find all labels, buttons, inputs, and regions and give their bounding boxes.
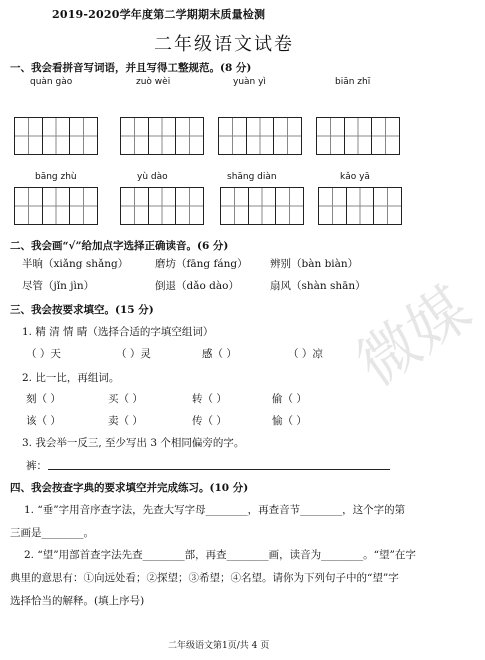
reading-choice[interactable]: 尽管（jǐn jìn） <box>22 280 95 292</box>
writing-grid[interactable] <box>316 117 400 155</box>
pinyin-label: yù dào <box>137 172 168 182</box>
reading-choice[interactable]: 扇风（shàn shān） <box>270 280 366 292</box>
writing-grid[interactable] <box>318 187 402 225</box>
question-text: 1. 精 清 情 睛（选择合适的字填空组词） <box>22 326 214 338</box>
writing-grid[interactable] <box>14 187 98 225</box>
pinyin-label: zuò wèi <box>136 77 171 87</box>
fill-blank[interactable]: 转（ ） <box>192 393 227 405</box>
question-text: 三画是________。 <box>10 527 94 539</box>
pinyin-label: bāng zhù <box>35 172 77 182</box>
fill-blank[interactable]: 传（ ） <box>192 415 227 427</box>
answer-label: 裤： <box>26 460 47 472</box>
question-text: 1. “垂”字用音序查字法，先查大写字母________，再查音节________，这个字的第 <box>24 504 406 516</box>
fill-blank[interactable]: 该（ ） <box>26 415 61 427</box>
pinyin-label: shāng diàn <box>227 172 277 182</box>
reading-choice[interactable]: 倒退（dǎo dào） <box>155 280 239 292</box>
fill-blank[interactable]: 卖（ ） <box>108 415 143 427</box>
question-text: 2. 比一比，再组词。 <box>22 372 120 384</box>
section2-heading: 二、我会画“√”给加点字选择正确读音。(6 分) <box>10 240 229 252</box>
fill-blank[interactable]: 买（ ） <box>108 393 143 405</box>
page-footer: 二年级语文第1页/共 4 页 <box>168 641 270 651</box>
fill-blank[interactable]: 刻（ ） <box>26 393 61 405</box>
fill-blank[interactable]: （ ）天 <box>26 348 61 360</box>
section1-heading: 一、我会看拼音写词语，并且写得工整规范。(8 分) <box>10 62 252 74</box>
answer-line[interactable] <box>48 469 390 470</box>
reading-choice[interactable]: 辨别（bàn biàn） <box>270 258 359 270</box>
pinyin-label: kǎo yā <box>340 172 370 182</box>
pinyin-label: yuàn yì <box>233 77 266 87</box>
question-text: 选择恰当的解释。(填上序号) <box>10 595 145 607</box>
page-title: 二年级语文试卷 <box>154 34 294 55</box>
question-text: 3. 我会举一反三, 至少写出 3 个相同偏旁的字。 <box>22 437 245 449</box>
question-text: 2. “望”用部首查字法先查________部，再查________画，读音为________。“望”在字 <box>24 549 416 561</box>
fill-blank[interactable]: 感（ ） <box>202 348 237 360</box>
fill-blank[interactable]: （ ）灵 <box>116 348 151 360</box>
fill-blank[interactable]: 偷（ ） <box>272 393 307 405</box>
exam-supertitle: 2019-2020学年度第二学期期末质量检测 <box>52 8 266 21</box>
writing-grid[interactable] <box>218 117 302 155</box>
pinyin-label: biān zhī <box>335 77 371 87</box>
fill-blank[interactable]: 愉（ ） <box>272 415 307 427</box>
section3-heading: 三、我会按要求填空。(15 分) <box>10 304 154 316</box>
writing-grid[interactable] <box>120 117 204 155</box>
watermark: 微媒 <box>344 274 484 401</box>
question-text: 典里的意思有：①向远处看；②探望；③希望；④名望。请你为下列句子中的“望”字 <box>10 572 399 584</box>
fill-blank[interactable]: （ ）凉 <box>288 348 323 360</box>
writing-grid[interactable] <box>14 117 98 155</box>
pinyin-label: quàn gào <box>30 77 73 87</box>
reading-choice[interactable]: 磨坊（fāng fáng） <box>155 258 248 270</box>
writing-grid[interactable] <box>120 187 204 225</box>
reading-choice[interactable]: 半晌（xiǎng shǎng） <box>22 258 129 270</box>
section4-heading: 四、我会按查字典的要求填空并完成练习。(10 分) <box>10 482 249 494</box>
writing-grid[interactable] <box>220 187 304 225</box>
